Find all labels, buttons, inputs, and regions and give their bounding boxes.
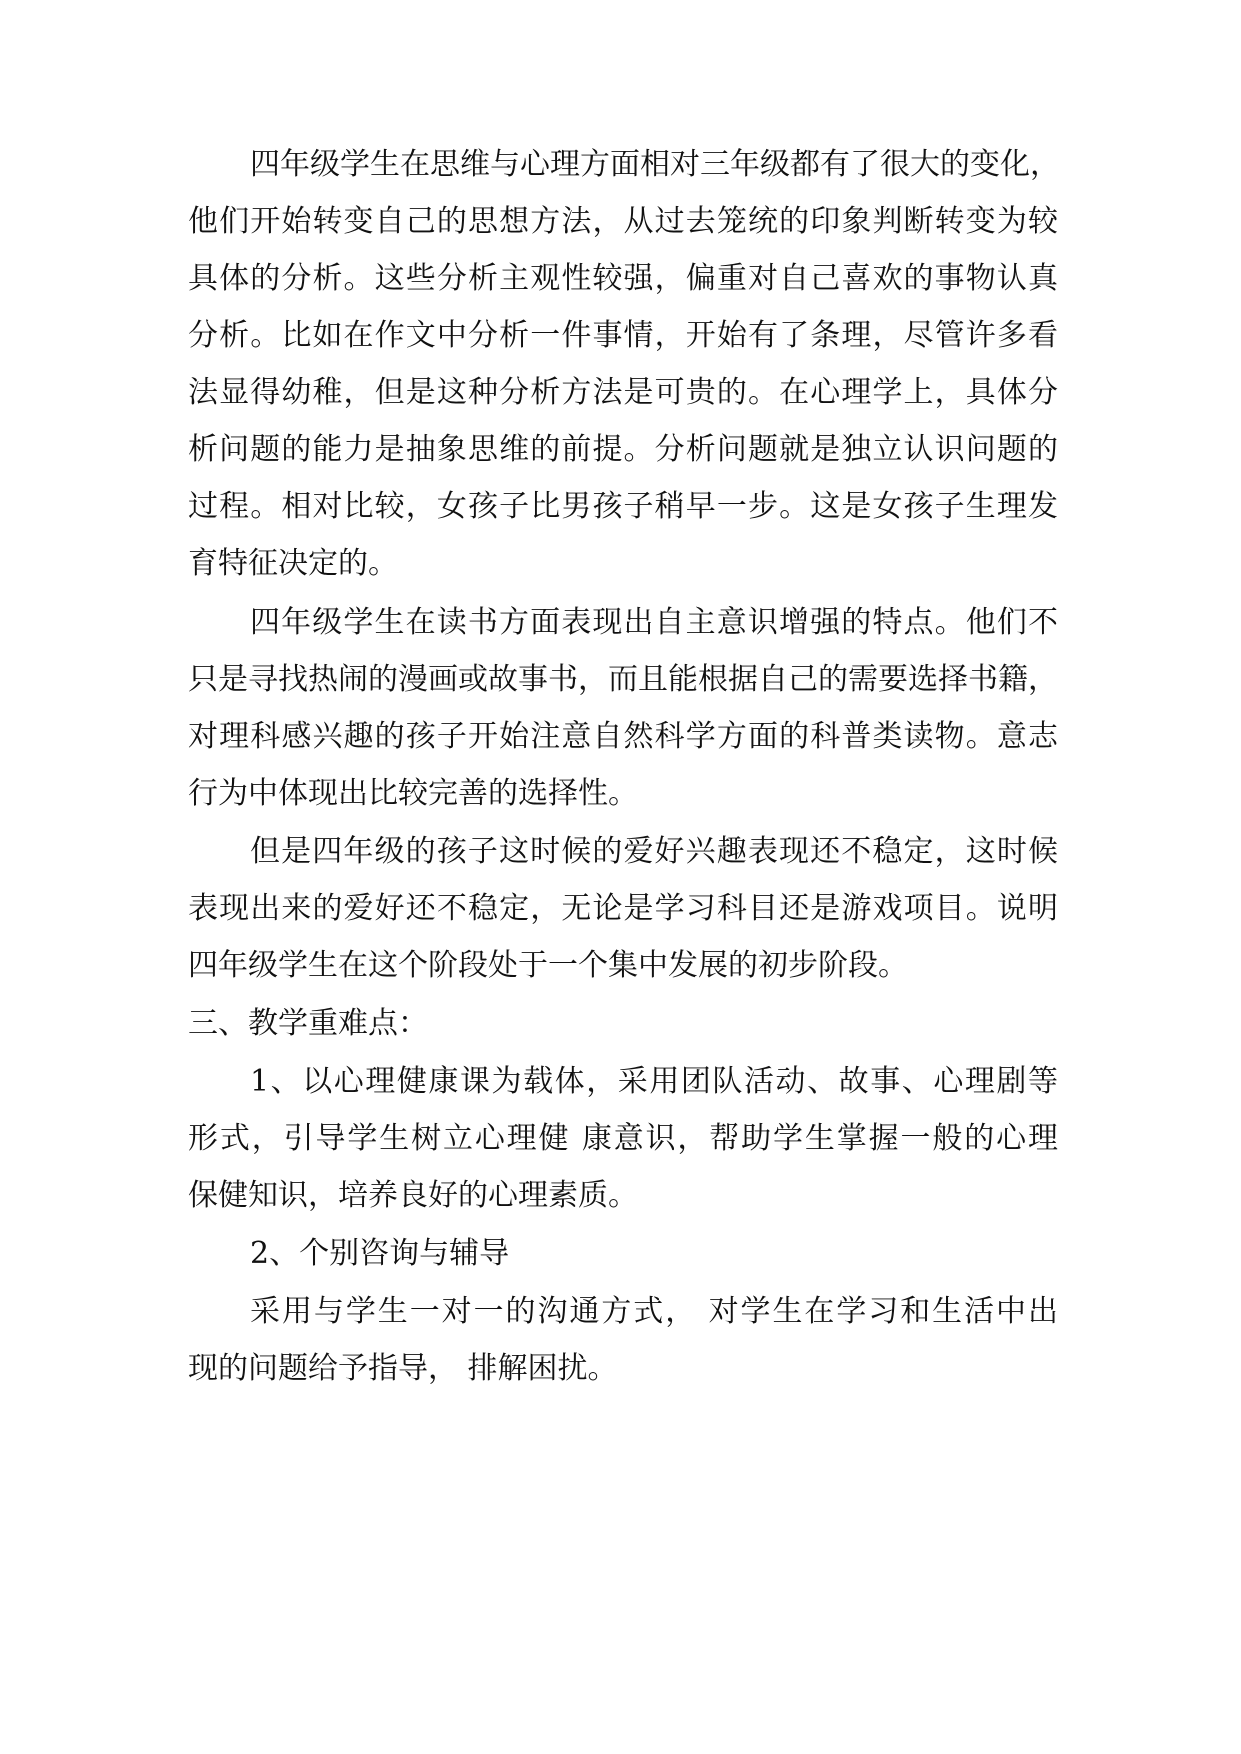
text-line: 过程。相对比较，女孩子比男孩子稍早一步。这是女孩子生理发 [188,489,1058,524]
text-line: 四年级学生在读书方面表现出自主意识增强的特点。他们不 [250,605,1058,640]
text-line: 对理科感兴趣的孩子开始注意自然科学方面的科普类读物。意志 [188,719,1058,754]
text-line: 具体的分析。这些分析主观性较强，偏重对自己喜欢的事物认真 [188,261,1058,296]
text-line: 行为中体现出比较完善的选择性。 [188,776,638,811]
text-line: 采用与学生一对一的沟通方式， 对学生在学习和生活中出 [250,1294,1058,1329]
text-line: 保健知识，培养良好的心理素质。 [188,1178,638,1213]
text-line: 四年级学生在思维与心理方面相对三年级都有了很大的变化， [250,147,1060,182]
text-line: 只是寻找热闹的漫画或故事书，而且能根据自己的需要选择书籍， [188,662,1058,697]
text-line: 表现出来的爱好还不稳定，无论是学习科目还是游戏项目。说明 [188,891,1058,926]
text-line: 育特征决定的。 [188,546,398,581]
section-heading: 三、教学重难点： [188,1006,428,1041]
text-line: 1、以心理健康课为载体，采用团队活动、故事、心理剧等 [250,1064,1058,1099]
text-line: 四年级学生在这个阶段处于一个集中发展的初步阶段。 [188,948,908,983]
text-line: 2、个别咨询与辅导 [250,1236,510,1271]
text-line: 现的问题给予指导， 排解困扰。 [188,1351,618,1386]
text-line: 他们开始转变自己的思想方法，从过去笼统的印象判断转变为较 [188,204,1058,239]
text-line: 法显得幼稚，但是这种分析方法是可贵的。在心理学上，具体分 [188,375,1058,410]
text-line: 但是四年级的孩子这时候的爱好兴趣表现还不稳定，这时候 [250,834,1058,869]
text-line: 分析。比如在作文中分析一件事情，开始有了条理，尽管许多看 [188,318,1058,353]
text-line: 析问题的能力是抽象思维的前提。分析问题就是独立认识问题的 [188,432,1058,467]
text-line: 形式，引导学生树立心理健 康意识，帮助学生掌握一般的心理 [188,1121,1058,1156]
